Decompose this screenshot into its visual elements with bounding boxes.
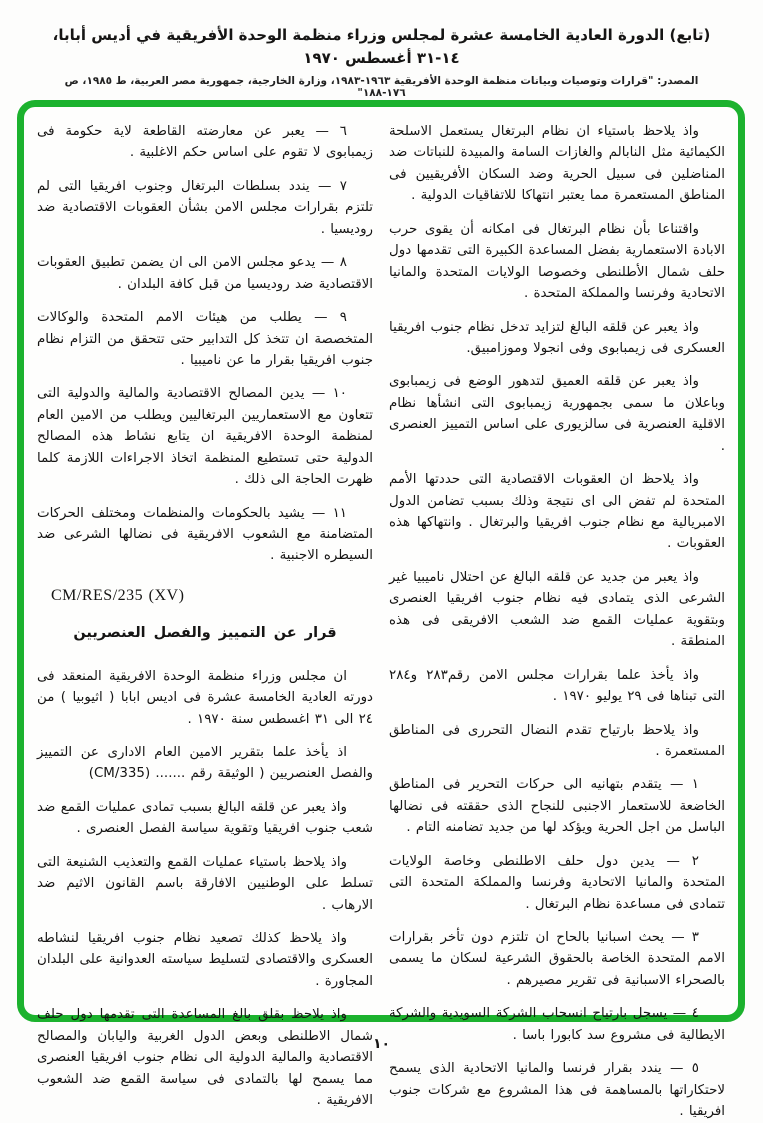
- paragraph: ان مجلس وزراء منظمة الوحدة الافريقية المنعقد فى دورته العادية الخامسة عشرة فى اديس ابابا ( اثيوبيا ) من ٢٤ الى ٣١ اغسطس سنة ١٩٧٠ .: [37, 668, 373, 727]
- paragraph: ٣ — يحث اسبانيا بالحاح ان تلتزم دون تأخر بقرارات الامم المتحدة الخاصة بالحقوق الشرعية لسكان ما يسمى بالصحراء الاسبانية فى تقرير مصيرهم .: [389, 930, 725, 988]
- paragraph: واذ يلاحظ باستياء ان نظام البرتغال يستعمل الاسلحة الكيمائية مثل النابالم والغازات السامة والمبيدة للنباتات ضد المناضلين فى سبيل الحرية وضد السكان الأفريقيين فى المناطق المستعمرة مما يعتبر انتهاكا للاتفاقيات الدولية .: [389, 124, 725, 204]
- paragraph: واذ يعبر من جديد عن قلقه البالغ عن احتلال ناميبيا غير الشرعى الذى يتمادى فيه نظام جنوب افريقيا العنصرى وبتقوية عمليات القمع ضد الشعب الافريقى فى هذه المنطقة .: [389, 569, 725, 650]
- paragraph: واذ يلاحظ باستياء عمليات القمع والتعذيب الشنيعة التى تسلط على الوطنيين الافارقة باسم القانون الاثيم ضد الارهاب .: [37, 854, 373, 913]
- left-column: [37, 121, 373, 1109]
- paragraph: ٨ — يدعو مجلس الامن الى ان يضمن تطبيق العقوبات الاقتصادية ضد روديسيا من قبل كافة البلدان .: [37, 255, 373, 292]
- paragraph: واذ يعبر عن قلقه العميق لتدهور الوضع فى زيمبابوى وباعلان ما سمى بجمهورية زيمبابوى التى انشأها نظام الاقلية العنصرية فى سالزيورى على اساس التمييز العنصرى .: [389, 374, 725, 454]
- paragraph: ١٠ — يدين المصالح الاقتصادية والمالية والدولية التى تتعاون مع الاستعماريين البرتغاليين ويطلب من الامين العام لمنظمة الوحدة الافريقية ان يتابع نشاط هذه المصالح الدولية حتى تستطيع المنظمة اتخاذ الاجراءات اللازمة كلما ظهرت الحاجة الى ذلك .: [37, 386, 373, 488]
- paragraph: ١١ — يشيد بالحكومات والمنظمات ومختلف الحركات المتضامنة مع الشعوب الافريقية فى نضالها الشرعى ضد السيطره الاجنبية .: [37, 505, 373, 564]
- session-title: (تابع) الدورة العادية الخامسة عشرة لمجلس وزراء منظمة الوحدة الأفريقية في أديس أبابا، ١٤-٣١ أغسطس ١٩٧٠: [52, 26, 711, 67]
- paragraph: ٧ — يندد بسلطات البرتغال وجنوب افريقيا التى لم تلتزم بقرارات مجلس الامن بشأن العقوبات الاقتصادية ضد روديسيا .: [37, 178, 373, 237]
- paragraph: ٤ — يسجل بارتياح انسحاب الشركة السويدية والشركة الايطالية فى مشروع سد كابورا باسا .: [389, 1006, 725, 1043]
- paragraph: ٢ — يدين دول حلف الاطلنطى وخاصة الولايات المتحدة والمانيا الاتحادية وفرنسا والمملكة المتحدة التى تتمادى فى مساعدة نظام البرتغال .: [389, 853, 725, 912]
- paragraph: قرار عن التمييز والفصل العنصريين: [73, 625, 337, 642]
- paragraph: واذ يلاحظ بارتياح تقدم النضال التحررى فى المناطق المستعمرة .: [389, 722, 725, 759]
- page-number: ١٠: [372, 1036, 391, 1052]
- paragraph: واذ يعبر عن قلقه البالغ لتزايد تدخل نظام جنوب افريقيا العسكرى فى زيمبابوى وفى انجولا وموزامبيق.: [389, 319, 725, 356]
- paragraph: ٩ — يطلب من هيئات الامم المتحدة والوكالات المتخصصة ان تتخذ كل التدابير حتى تتحقق من التزام نظام جنوب افريقيا بقرار ما عن ناميبيا .: [37, 310, 373, 368]
- paragraph: واذ يعبر عن قلقه البالغ بسبب تمادى عمليات القمع ضد شعب جنوب افريقيا وتقوية سياسة الفصل العنصرى .: [37, 799, 373, 837]
- paragraph: واذ يأخذ علما بقرارات مجلس الامن رقم٢٨٣ و٢٨٤ التى تبناها فى ٢٩ يوليو ١٩٧٠ .: [389, 667, 725, 705]
- paragraph: واذ يلاحظ ان العقوبات الاقتصادية التى حددتها الأمم المتحدة لم تفض الى اى نتيجة وذلك بسبب تضامن الدول الامبريالية مع نظام جنوب افريقيا والبرتغال . وانتهاكها هذه العقوبات .: [389, 472, 725, 552]
- two-column-layout: [37, 121, 725, 1120]
- paragraph: ١ — يتقدم بتهانيه الى حركات التحرير فى المناطق الخاضعة للاستعمار الاجنبى للنجاح الذى حققته فى نضالها الباسل من اجل الحرية ويؤكد لها من جديد تضامنه التام .: [389, 777, 725, 836]
- page-header: [0, 0, 763, 99]
- paragraph: ٥ — يندد بقرار فرنسا والمانيا الاتحادية الذى يسمح لاحتكاراتها بالمساهمة فى هذا المشروع مع شركات جنوب افريقيا .: [389, 1061, 725, 1120]
- green-border-frame: [17, 100, 745, 1120]
- paragraph: واقتناعا بأن نظام البرتغال فى امكانه أن يقوى حرب الابادة الاستعمارية بفضل المساعدة الكبيرة التى تقدمها دول حلف شمال الأطلنطى وخصوصا الولايات المتحدة والمانيا الاتحادية وفرنسا والمملكة المتحدة .: [389, 221, 725, 302]
- right-column: [389, 121, 725, 1120]
- paragraph: واذ يلاحظ كذلك تصعيد نظام جنوب افريقيا لنشاطه العسكرى والاقتصادى لتسليط سياسته العدوانية على البلدان المجاورة .: [37, 931, 373, 989]
- paragraph: واذ يلاحظ بقلق بالغ المساعدة التى تقدمها دول حلف شمال الاطلنطى وبعض الدول الغربية واليابان والمصالح الاقتصادية والمالية الدولية الى نظام جنوب افريقيا العنصرى مما يسمح لها بالتمادى فى سياسة القمع ضد الشعوب الافريقية .: [37, 1007, 373, 1109]
- paragraph: ٦ — يعبر عن معارضته القاطعة لاية حكومة فى زيمبابوى لا تقوم على اساس حكم الاغلبية .: [37, 124, 373, 161]
- paragraph: CM/RES/235 (XV): [51, 586, 185, 604]
- source-citation: المصدر: "قرارات وتوصيات وبيانات منظمة الوحدة الأفريقية ١٩٦٣-١٩٨٣، وزارة الخارجية، جمهورية مصر العربية، ط ١٩٨٥، ص ١٧٦-١٨٨": [64, 75, 699, 99]
- paragraph: اذ يأخذ علما بتقرير الامين العام الادارى عن التمييز والفصل العنصريين ( الوثيقة رقم ....... (CM/335): [37, 744, 373, 782]
